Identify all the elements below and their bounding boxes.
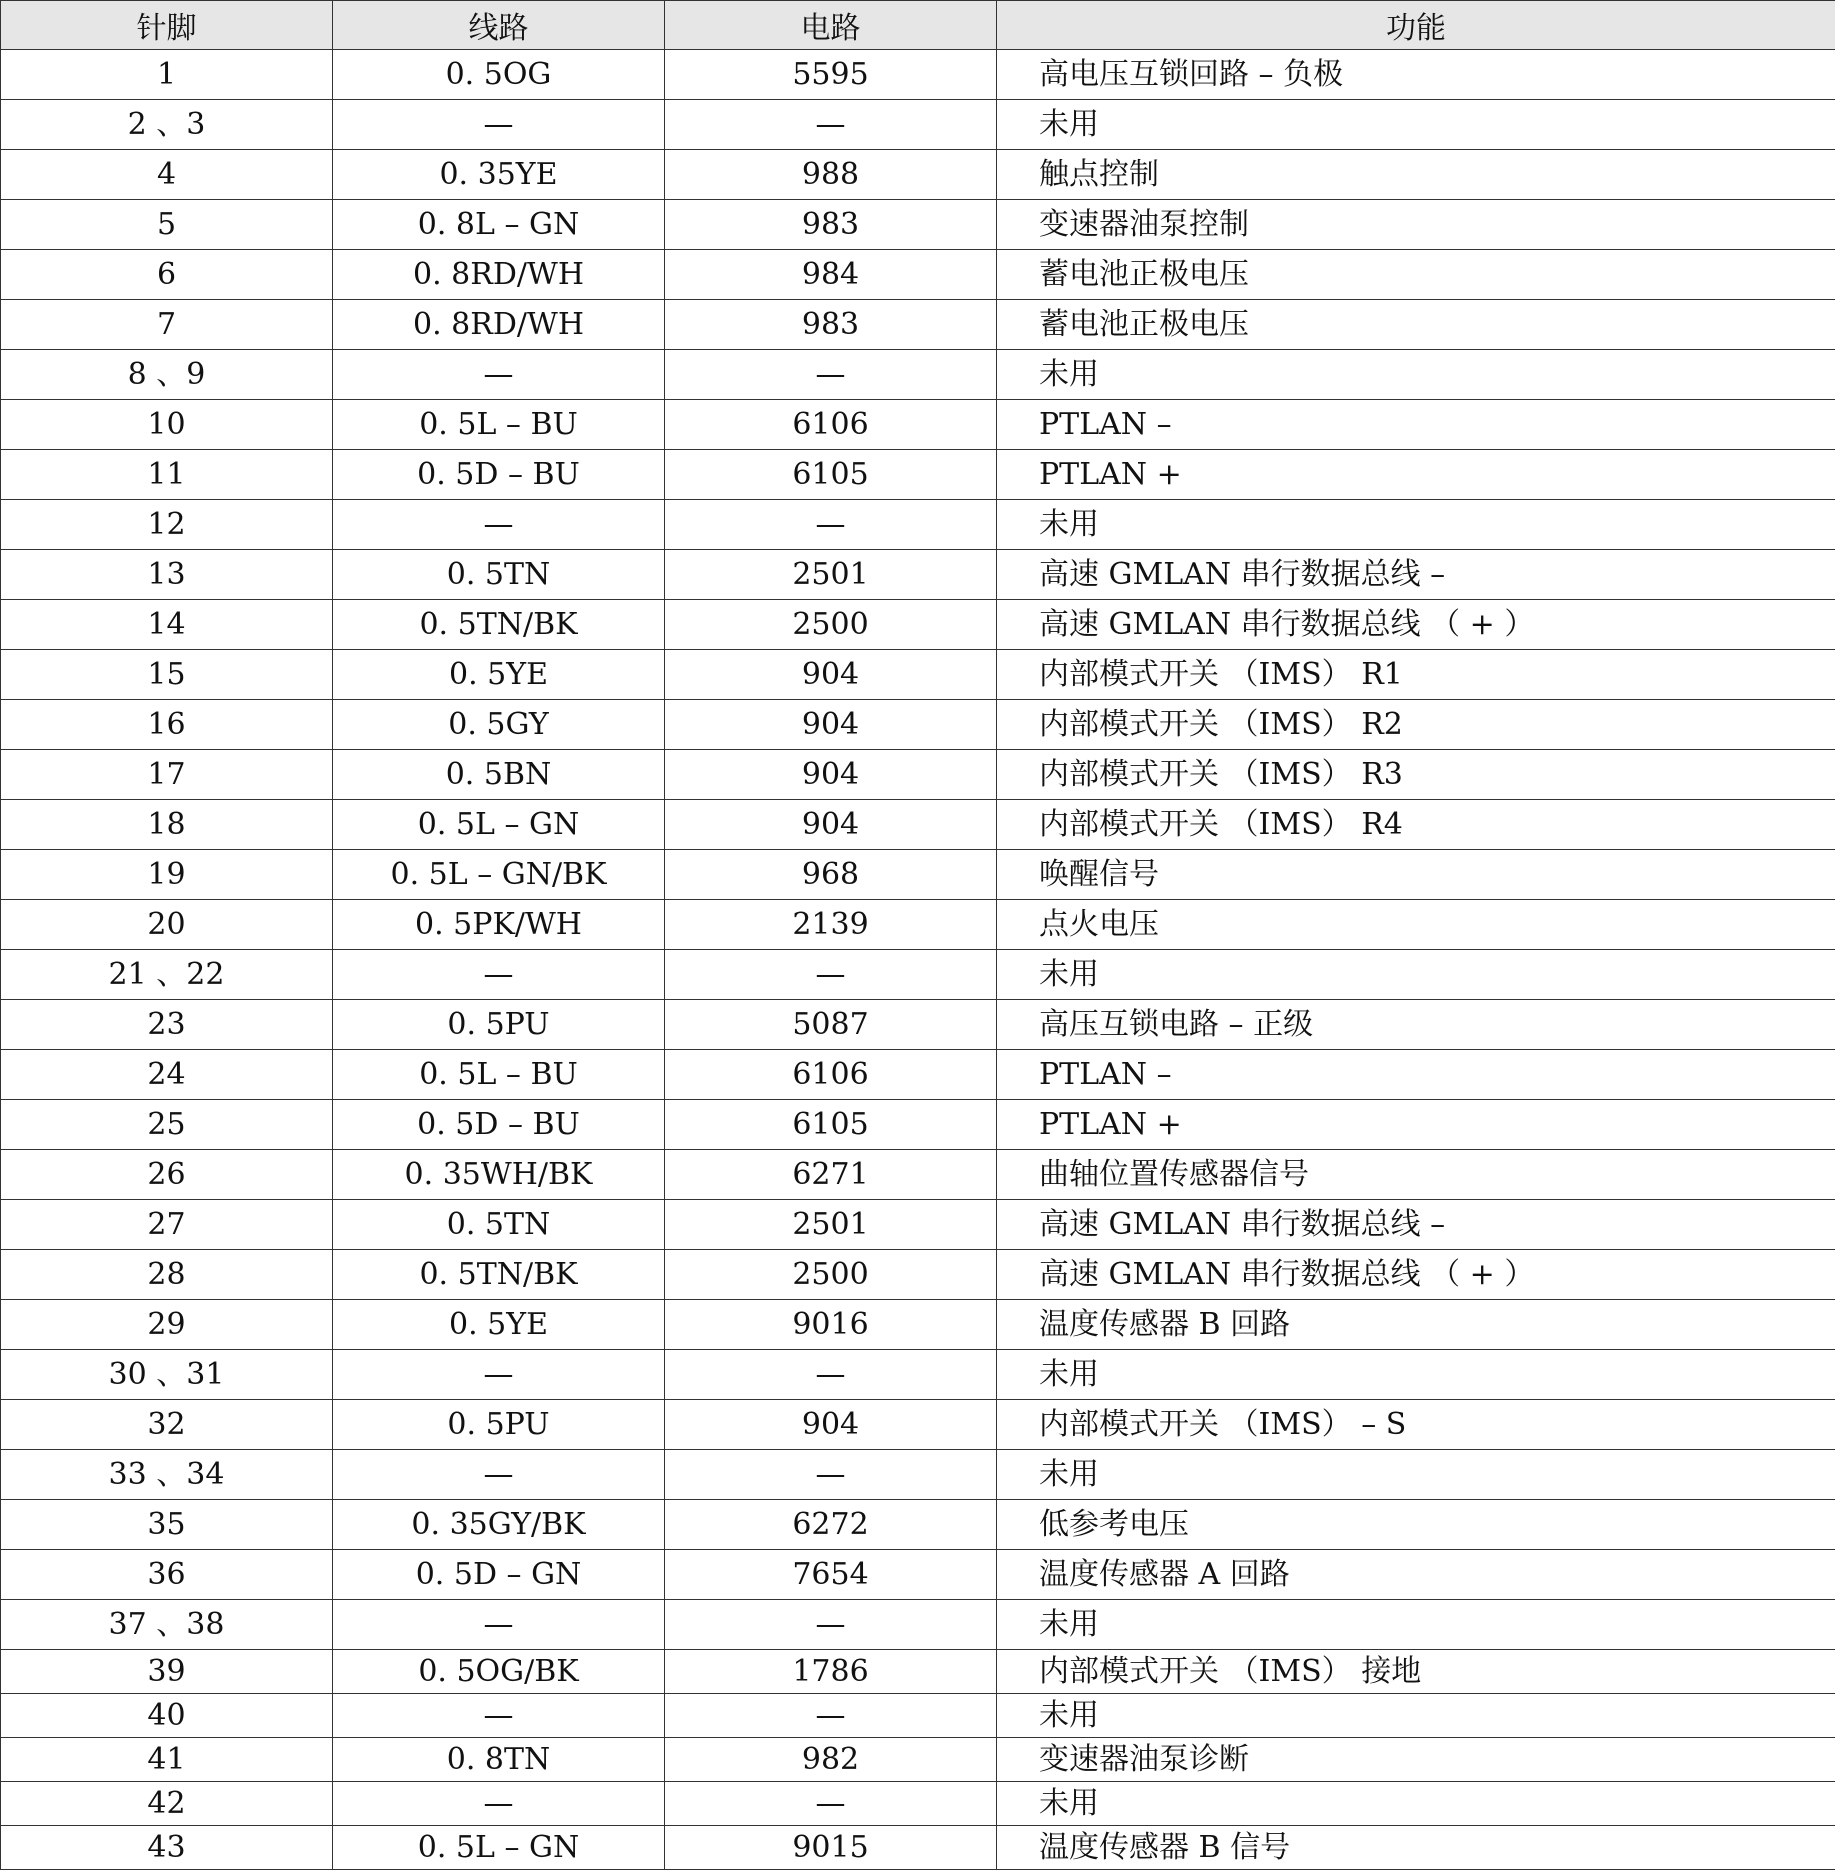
cell-pin: 1 [1,50,333,100]
cell-pin: 16 [1,700,333,750]
cell-function: 高速 GMLAN 串行数据总线 – [997,550,1835,600]
table-body [1,50,1835,1870]
cell-function: 内部模式开关 （IMS） R4 [997,800,1835,850]
cell-wire: 0. 8RD/WH [333,300,665,350]
cell-function: 内部模式开关 （IMS） R2 [997,700,1835,750]
cell-function: 蓄电池正极电压 [997,300,1835,350]
cell-wire: — [333,500,665,550]
cell-function: 高压互锁电路 – 正级 [997,1000,1835,1050]
header-wire: 线路 [333,1,665,50]
table-row [1,1826,1835,1870]
cell-circuit: — [665,350,997,400]
cell-circuit: 904 [665,650,997,700]
table-row [1,400,1835,450]
cell-wire: 0. 5D – BU [333,450,665,500]
cell-circuit: 2500 [665,1250,997,1300]
table-row [1,1300,1835,1350]
cell-function: 温度传感器 B 信号 [997,1826,1835,1870]
cell-function: 内部模式开关 （IMS） 接地 [997,1650,1835,1694]
cell-function: PTLAN – [997,400,1835,450]
table-row [1,1450,1835,1500]
table-row [1,50,1835,100]
cell-function: 低参考电压 [997,1500,1835,1550]
cell-pin: 18 [1,800,333,850]
cell-wire: — [333,1694,665,1738]
cell-pin: 17 [1,750,333,800]
cell-pin: 23 [1,1000,333,1050]
cell-circuit: — [665,100,997,150]
table-row [1,1000,1835,1050]
cell-circuit: — [665,1600,997,1650]
cell-circuit: 7654 [665,1550,997,1600]
cell-function: 温度传感器 B 回路 [997,1300,1835,1350]
cell-wire: 0. 5L – GN/BK [333,850,665,900]
cell-pin: 27 [1,1200,333,1250]
cell-circuit: 5595 [665,50,997,100]
cell-circuit: 1786 [665,1650,997,1694]
table-row [1,650,1835,700]
table-header [1,1,1835,50]
cell-wire: 0. 8L – GN [333,200,665,250]
cell-function: 变速器油泵诊断 [997,1738,1835,1782]
cell-wire: 0. 5D – BU [333,1100,665,1150]
cell-wire: 0. 5L – BU [333,1050,665,1100]
cell-pin: 42 [1,1782,333,1826]
cell-wire: 0. 35WH/BK [333,1150,665,1200]
cell-wire: 0. 5OG/BK [333,1650,665,1694]
cell-circuit: — [665,950,997,1000]
cell-wire: — [333,950,665,1000]
cell-circuit: 968 [665,850,997,900]
table-row [1,1350,1835,1400]
table-row [1,1400,1835,1450]
cell-pin: 6 [1,250,333,300]
table-row [1,1650,1835,1694]
cell-function: 触点控制 [997,150,1835,200]
cell-circuit: 904 [665,1400,997,1450]
cell-pin: 7 [1,300,333,350]
cell-function: 未用 [997,1694,1835,1738]
cell-circuit: 988 [665,150,997,200]
cell-pin: 12 [1,500,333,550]
cell-wire: — [333,1450,665,1500]
table-row [1,200,1835,250]
cell-pin: 8 、9 [1,350,333,400]
cell-wire: 0. 5YE [333,1300,665,1350]
table-row [1,1738,1835,1782]
cell-pin: 20 [1,900,333,950]
cell-wire: — [333,1600,665,1650]
table-row [1,1600,1835,1650]
cell-circuit: 982 [665,1738,997,1782]
table-row [1,1550,1835,1600]
table-row [1,1100,1835,1150]
cell-pin: 43 [1,1826,333,1870]
cell-function: 蓄电池正极电压 [997,250,1835,300]
cell-pin: 2 、3 [1,100,333,150]
cell-pin: 30 、31 [1,1350,333,1400]
cell-function: 未用 [997,1450,1835,1500]
table-row [1,900,1835,950]
cell-circuit: — [665,500,997,550]
cell-pin: 21 、22 [1,950,333,1000]
table-row [1,950,1835,1000]
cell-circuit: 2139 [665,900,997,950]
cell-circuit: — [665,1350,997,1400]
table-row [1,1050,1835,1100]
cell-circuit: 984 [665,250,997,300]
cell-pin: 32 [1,1400,333,1450]
cell-wire: 0. 5TN [333,550,665,600]
cell-pin: 39 [1,1650,333,1694]
cell-circuit: — [665,1782,997,1826]
cell-pin: 41 [1,1738,333,1782]
cell-function: 未用 [997,1350,1835,1400]
cell-circuit: 2500 [665,600,997,650]
table-row [1,800,1835,850]
cell-circuit: 2501 [665,1200,997,1250]
cell-function: PTLAN – [997,1050,1835,1100]
cell-circuit: 6105 [665,1100,997,1150]
cell-circuit: 6106 [665,400,997,450]
cell-function: 内部模式开关 （IMS） – S [997,1400,1835,1450]
cell-function: PTLAN + [997,1100,1835,1150]
cell-wire: 0. 35YE [333,150,665,200]
table-row [1,700,1835,750]
cell-pin: 26 [1,1150,333,1200]
cell-function: 未用 [997,350,1835,400]
cell-pin: 40 [1,1694,333,1738]
table-row [1,750,1835,800]
cell-pin: 13 [1,550,333,600]
cell-wire: 0. 5BN [333,750,665,800]
cell-function: 内部模式开关 （IMS） R1 [997,650,1835,700]
cell-circuit: 904 [665,800,997,850]
cell-circuit: 9015 [665,1826,997,1870]
cell-pin: 14 [1,600,333,650]
table-row [1,1200,1835,1250]
cell-wire: 0. 5D – GN [333,1550,665,1600]
cell-pin: 25 [1,1100,333,1150]
table-row [1,600,1835,650]
table-row [1,300,1835,350]
cell-wire: 0. 5TN/BK [333,600,665,650]
cell-wire: 0. 5L – BU [333,400,665,450]
table-row [1,500,1835,550]
cell-wire: 0. 5YE [333,650,665,700]
cell-function: 曲轴位置传感器信号 [997,1150,1835,1200]
cell-circuit: 983 [665,200,997,250]
cell-wire: 0. 5PK/WH [333,900,665,950]
cell-function: 高速 GMLAN 串行数据总线 （ + ） [997,1250,1835,1300]
cell-pin: 24 [1,1050,333,1100]
cell-wire: 0. 5TN [333,1200,665,1250]
cell-function: 未用 [997,1600,1835,1650]
header-pin: 针脚 [1,1,333,50]
cell-circuit: 6106 [665,1050,997,1100]
cell-circuit: 904 [665,750,997,800]
cell-function: 未用 [997,1782,1835,1826]
cell-wire: 0. 5PU [333,1000,665,1050]
cell-circuit: 2501 [665,550,997,600]
cell-function: 未用 [997,100,1835,150]
cell-wire: 0. 5L – GN [333,1826,665,1870]
table-row [1,550,1835,600]
cell-circuit: — [665,1694,997,1738]
header-circuit: 电路 [665,1,997,50]
table-row [1,1250,1835,1300]
cell-function: 内部模式开关 （IMS） R3 [997,750,1835,800]
table-row [1,1782,1835,1826]
cell-circuit: 6271 [665,1150,997,1200]
cell-pin: 29 [1,1300,333,1350]
cell-wire: 0. 5L – GN [333,800,665,850]
cell-wire: 0. 5PU [333,1400,665,1450]
cell-function: 未用 [997,950,1835,1000]
cell-pin: 11 [1,450,333,500]
cell-function: 未用 [997,500,1835,550]
cell-pin: 37 、38 [1,1600,333,1650]
cell-wire: 0. 5OG [333,50,665,100]
cell-function: 高电压互锁回路 – 负极 [997,50,1835,100]
cell-function: 高速 GMLAN 串行数据总线 – [997,1200,1835,1250]
cell-wire: 0. 5GY [333,700,665,750]
cell-circuit: 904 [665,700,997,750]
cell-function: 唤醒信号 [997,850,1835,900]
cell-wire: — [333,1782,665,1826]
table-row [1,250,1835,300]
table-row [1,350,1835,400]
cell-pin: 19 [1,850,333,900]
cell-wire: 0. 35GY/BK [333,1500,665,1550]
cell-pin: 15 [1,650,333,700]
table-row [1,100,1835,150]
cell-function: 变速器油泵控制 [997,200,1835,250]
cell-wire: 0. 8RD/WH [333,250,665,300]
table-row [1,450,1835,500]
cell-function: 点火电压 [997,900,1835,950]
cell-circuit: — [665,1450,997,1500]
cell-pin: 36 [1,1550,333,1600]
cell-pin: 33 、34 [1,1450,333,1500]
cell-wire: — [333,350,665,400]
cell-wire: 0. 8TN [333,1738,665,1782]
cell-pin: 4 [1,150,333,200]
cell-function: 高速 GMLAN 串行数据总线 （ + ） [997,600,1835,650]
cell-pin: 10 [1,400,333,450]
header-function: 功能 [997,1,1835,50]
cell-function: 温度传感器 A 回路 [997,1550,1835,1600]
table-row [1,1150,1835,1200]
cell-wire: — [333,100,665,150]
header-row [1,1,1835,50]
cell-pin: 35 [1,1500,333,1550]
cell-circuit: 983 [665,300,997,350]
table-row [1,1694,1835,1738]
table-row [1,1500,1835,1550]
cell-function: PTLAN + [997,450,1835,500]
table-row [1,150,1835,200]
cell-circuit: 9016 [665,1300,997,1350]
cell-circuit: 5087 [665,1000,997,1050]
cell-pin: 5 [1,200,333,250]
cell-circuit: 6105 [665,450,997,500]
cell-wire: — [333,1350,665,1400]
table-row [1,850,1835,900]
cell-wire: 0. 5TN/BK [333,1250,665,1300]
cell-circuit: 6272 [665,1500,997,1550]
cell-pin: 28 [1,1250,333,1300]
